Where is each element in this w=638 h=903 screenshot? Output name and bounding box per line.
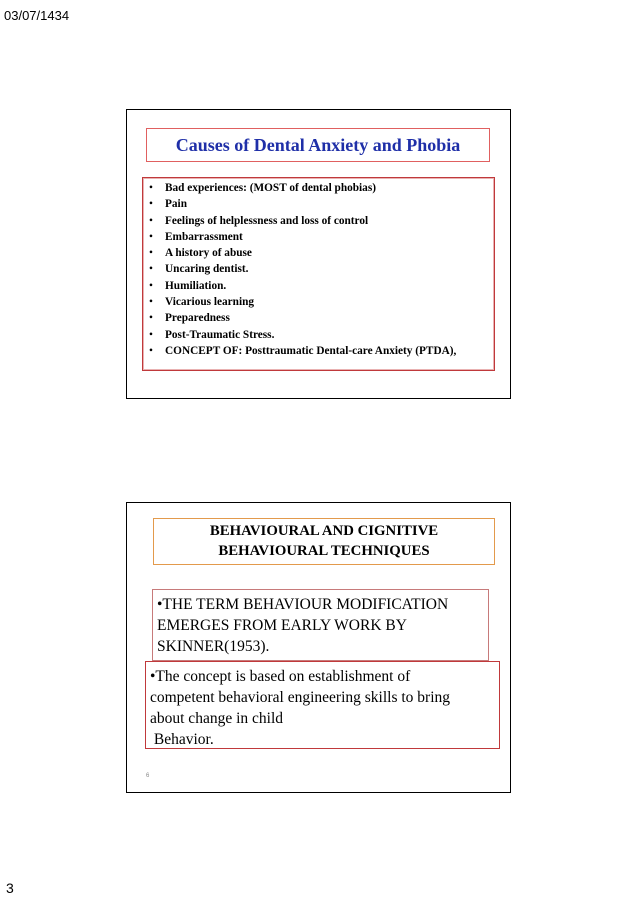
list-item: • Bad experiences: (MOST of dental phobias) bbox=[165, 180, 488, 196]
causes-list bbox=[142, 177, 495, 371]
list-item: • Feelings of helplessness and loss of control bbox=[165, 213, 488, 229]
page-number: 3 bbox=[6, 880, 14, 896]
text-line: EMERGES FROM EARLY WORK BY bbox=[157, 617, 407, 634]
list-item: • Embarrassment bbox=[165, 229, 488, 245]
text-line: Behavior. bbox=[150, 731, 214, 748]
list-item: • Vicarious learning bbox=[165, 294, 488, 310]
text-line: •The concept is based on establishment of bbox=[150, 668, 411, 685]
slide-behavioural-techniques bbox=[126, 502, 511, 793]
title-line: BEHAVIOURAL AND CIGNITIVE bbox=[209, 523, 439, 539]
list-item: • Preparedness bbox=[165, 310, 488, 326]
list-item: • Humiliation. bbox=[165, 278, 488, 294]
concept-box bbox=[145, 661, 500, 749]
slide-dental-anxiety-causes bbox=[126, 109, 511, 399]
behaviour-modification-box bbox=[152, 589, 489, 661]
slide-number: 6 bbox=[146, 773, 150, 779]
list-item: • A history of abuse bbox=[165, 245, 488, 261]
title-line: BEHAVIOURAL TECHNIQUES bbox=[218, 543, 430, 559]
slide-title: Causes of Dental Anxiety and Phobia bbox=[146, 128, 490, 162]
text-line: SKINNER(1953). bbox=[157, 638, 270, 655]
slide-title bbox=[153, 518, 495, 565]
text-line: •THE TERM BEHAVIOUR MODIFICATION bbox=[157, 596, 449, 613]
text-line: about change in child bbox=[150, 710, 283, 727]
page-header-date: 03/07/1434 bbox=[4, 8, 70, 23]
text-line: competent behavioral engineering skills to bring bbox=[150, 689, 451, 706]
list-item: • Uncaring dentist. bbox=[165, 261, 488, 277]
list-item: • Post-Traumatic Stress. bbox=[165, 327, 488, 343]
list-item: • CONCEPT OF: Posttraumatic Dental-care Anxiety (PTDA), bbox=[165, 343, 488, 359]
list-item: • Pain bbox=[165, 196, 488, 212]
